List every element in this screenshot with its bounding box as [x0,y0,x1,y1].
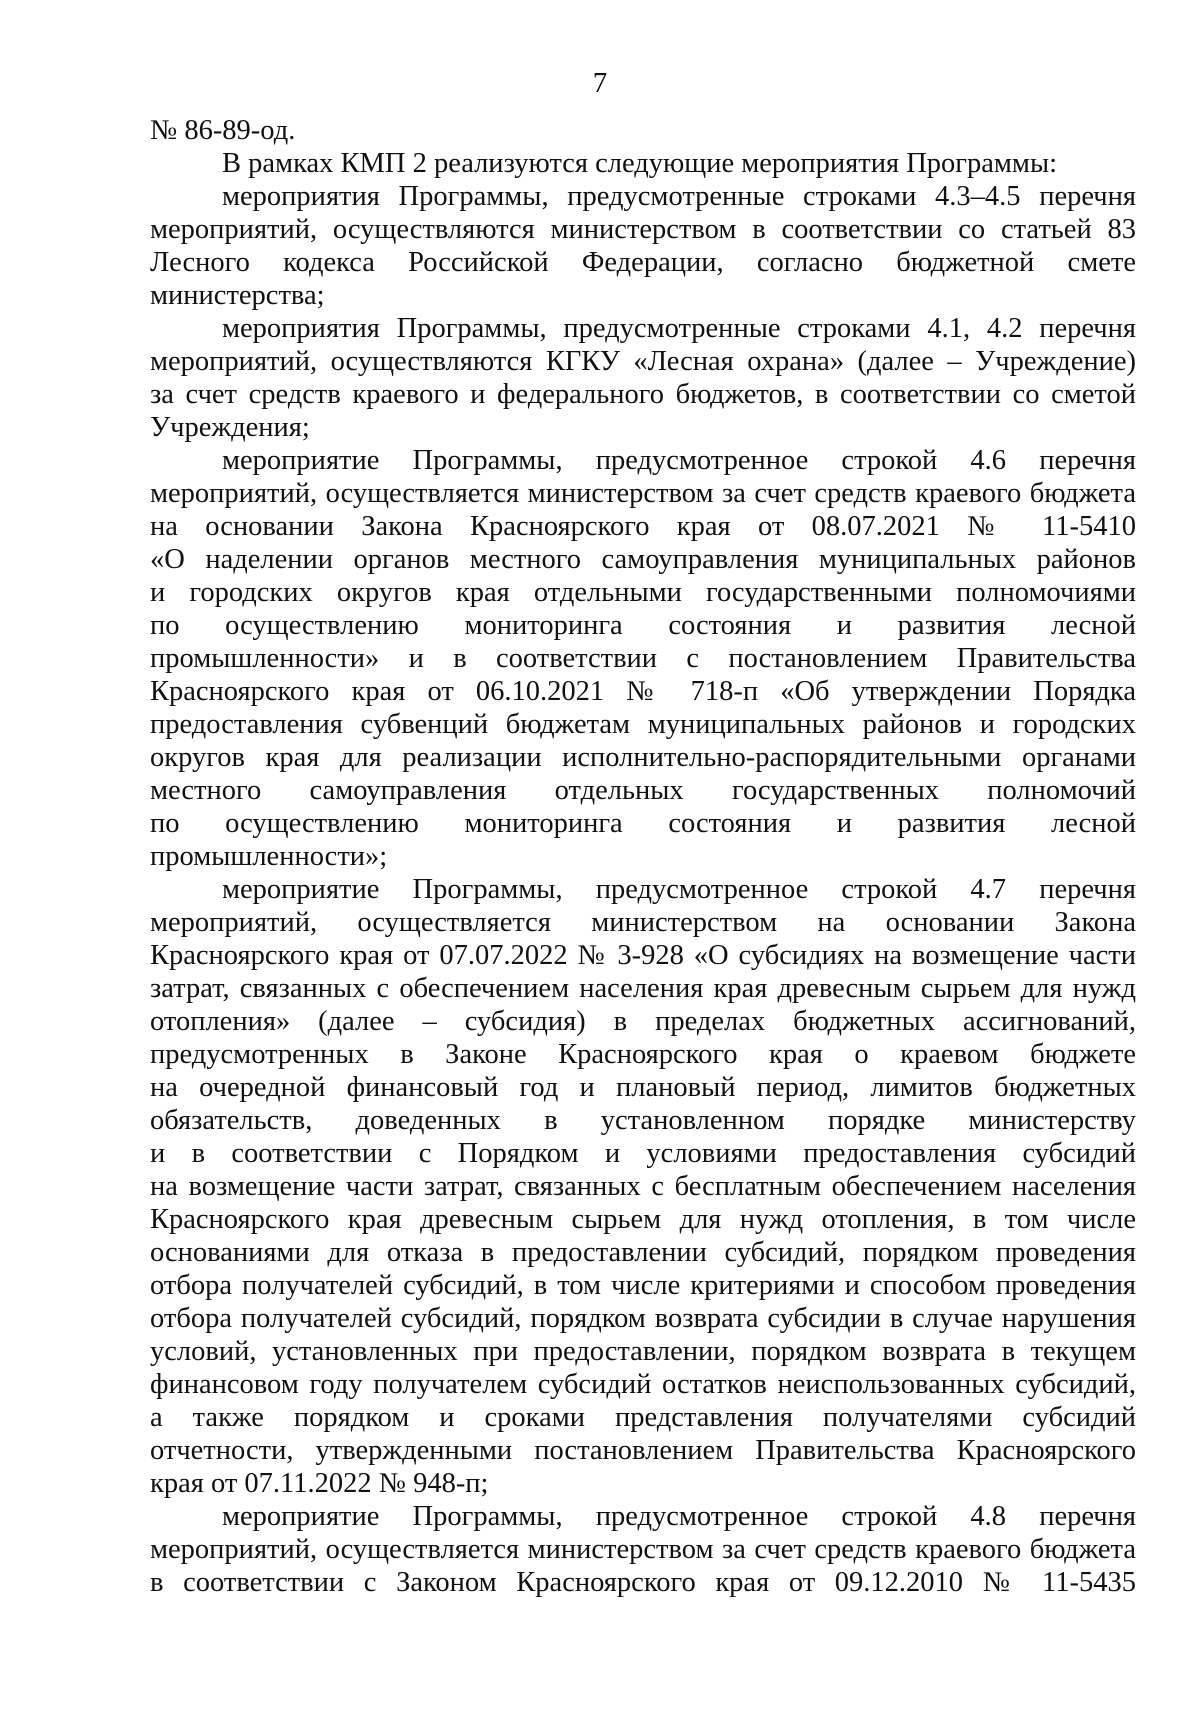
text-line: местного самоуправления отдельных государственных полномочий [150,775,1136,806]
document-body [150,114,1136,1599]
text-line: отбора получателей субсидий, в том числе критериями и способом проведения [150,1270,1136,1301]
text-line: условий, установленных при предоставлении, порядком возврата в текущем [150,1336,1136,1367]
text-line: мероприятий, осуществляется министерством за счет средств краевого бюджета [150,1534,1136,1565]
text-line: обязательств, доведенных в установленном порядке министерству [150,1105,1136,1136]
text-line: Красноярского края от 06.10.2021 № 718-п «Об утверждении Порядка [150,676,1136,707]
page-number: 7 [592,67,608,99]
text-line: мероприятия Программы, предусмотренные строками 4.3–4.5 перечня [222,181,1136,212]
text-line: Лесного кодекса Российской Федерации, согласно бюджетной смете [150,247,1136,278]
text-line: и в соответствии с Порядком и условиями предоставления субсидий [150,1138,1136,1169]
text-line: основаниями для отказа в предоставлении субсидий, порядком проведения [150,1237,1136,1268]
text-line: промышленности»; [150,841,388,872]
text-line: мероприятий, осуществляются министерством в соответствии со статьей 83 [150,214,1136,245]
text-line: округов края для реализации исполнительно-распорядительными органами [150,742,1136,773]
text-line: Красноярского края от 07.07.2022 № 3-928 «О субсидиях на возмещение части [150,940,1136,971]
text-line: № 86-89-од. [150,115,296,146]
text-line: «О наделении органов местного самоуправления муниципальных районов [150,544,1136,575]
text-line: отбора получателей субсидий, порядком возврата субсидии в случае нарушения [150,1303,1136,1334]
text-line: мероприятий, осуществляется министерством на основании Закона [150,907,1136,938]
text-line: по осуществлению мониторинга состояния и развития лесной [150,808,1136,839]
text-line: министерства; [150,280,325,311]
text-line: а также порядком и сроками представления получателями субсидий [150,1402,1136,1433]
text-line: предусмотренных в Законе Красноярского края о краевом бюджете [150,1039,1136,1070]
text-line: Учреждения; [150,412,310,443]
text-line: В рамках КМП 2 реализуются следующие мероприятия Программы: [222,148,1058,179]
text-line: и городских округов края отдельными государственными полномочиями [150,577,1136,608]
text-line: по осуществлению мониторинга состояния и развития лесной [150,610,1136,641]
text-line: мероприятие Программы, предусмотренное строкой 4.6 перечня [222,445,1136,476]
text-line: отопления» (далее – субсидия) в пределах бюджетных ассигнований, [150,1006,1136,1037]
text-line: предоставления субвенций бюджетам муниципальных районов и городских [150,709,1136,740]
text-line: мероприятий, осуществляется министерством за счет средств краевого бюджета [150,478,1136,509]
text-line: затрат, связанных с обеспечением населения края древесным сырьем для нужд [150,973,1136,1004]
text-line: мероприятия Программы, предусмотренные строками 4.1, 4.2 перечня [222,313,1136,344]
text-line: на возмещение части затрат, связанных с бесплатным обеспечением населения [150,1171,1136,1202]
text-line: мероприятий, осуществляются КГКУ «Лесная охрана» (далее – Учреждение) [150,346,1136,377]
text-line: отчетности, утвержденными постановлением Правительства Красноярского [150,1435,1136,1466]
text-line: промышленности» и в соответствии с постановлением Правительства [150,643,1136,674]
text-line: финансовом году получателем субсидий остатков неиспользованных субсидий, [150,1369,1136,1400]
text-line: на очередной финансовый год и плановый период, лимитов бюджетных [150,1072,1136,1103]
text-line: за счет средств краевого и федерального бюджетов, в соответствии со сметой [150,379,1136,410]
text-line: края от 07.11.2022 № 948-п; [150,1468,489,1499]
text-line: Красноярского края древесным сырьем для нужд отопления, в том числе [150,1204,1136,1235]
text-line: мероприятие Программы, предусмотренное строкой 4.7 перечня [222,874,1136,905]
text-line: в соответствии с Законом Красноярского края от 09.12.2010 № 11-5435 [150,1567,1136,1598]
text-line: мероприятие Программы, предусмотренное строкой 4.8 перечня [222,1501,1136,1532]
text-line: на основании Закона Красноярского края от 08.07.2021 № 11-5410 [150,511,1136,542]
